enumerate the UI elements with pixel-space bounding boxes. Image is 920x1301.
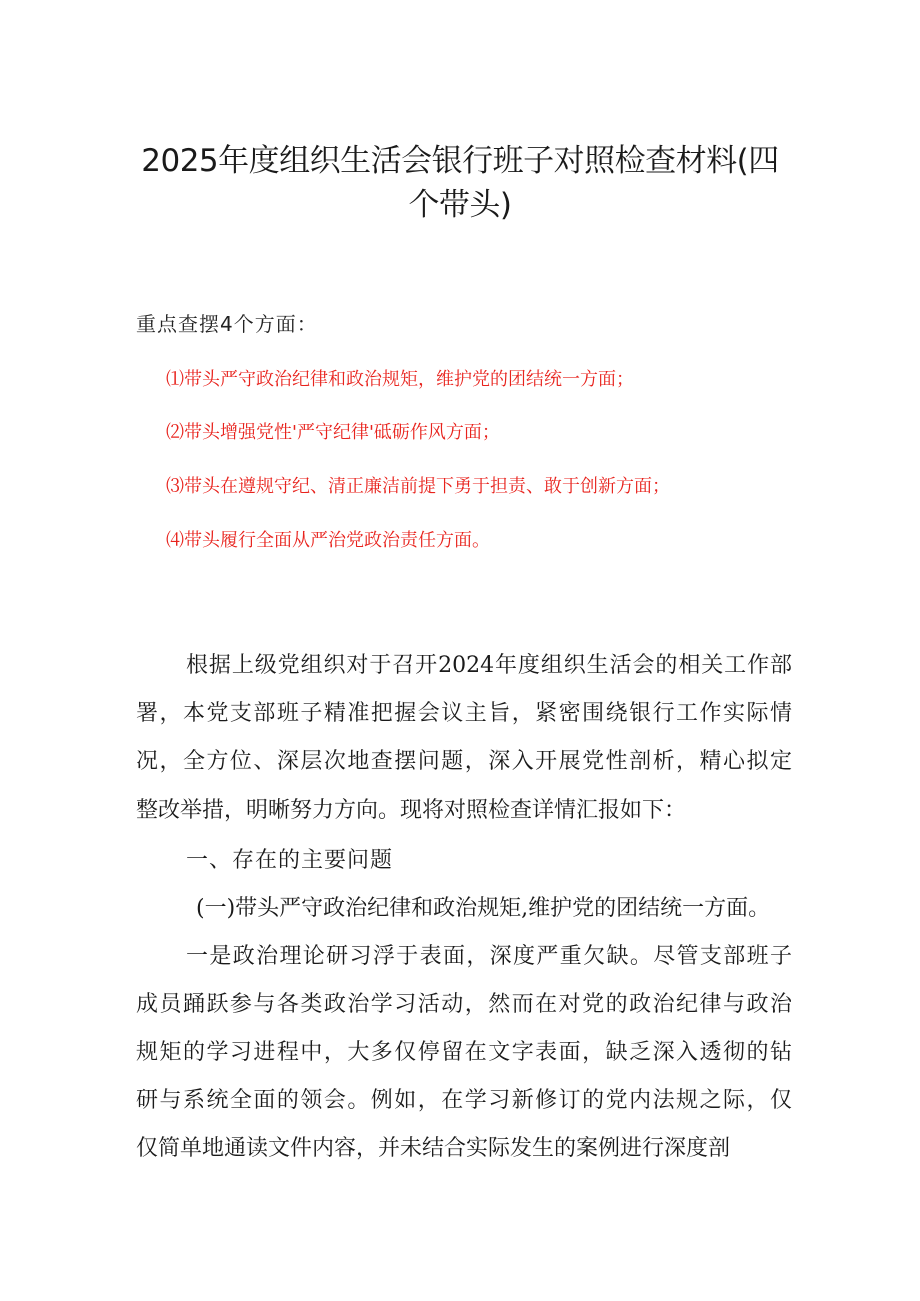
intro-line-2: 署，本党支部班子精准把握会议主旨，紧密围绕银行工作实际情	[136, 701, 792, 726]
focus-item-4: ⑷带头履行全面从严治党政治责任方面。	[166, 530, 490, 551]
section-line-4: 研与系统全面的领会。例如，在学习新修订的党内法规之际，仅	[136, 1088, 792, 1113]
section-line-3: 规矩的学习进程中，大多仅停留在文字表面，缺乏深入透彻的钻	[136, 1040, 792, 1065]
document-title-line-2: 个带头)	[408, 187, 512, 223]
focus-item-2: ⑵带头增强党性'严守纪律'砥砺作风方面；	[166, 422, 500, 443]
section-subheading: (一)带头严守政治纪律和政治规矩,维护党的团结统一方面。	[196, 896, 771, 921]
section-line-5: 仅简单地通读文件内容，并未结合实际发生的案例进行深度剖	[136, 1136, 731, 1161]
focus-item-1: ⑴带头严守政治纪律和政治规矩，维护党的团结统一方面；	[166, 369, 634, 390]
intro-line-3: 况，全方位、深层次地查摆问题，深入开展党性剖析，精心拟定	[136, 749, 792, 774]
section-line-1: 一是政治理论研习浮于表面，深度严重欠缺。尽管支部班子	[186, 944, 792, 969]
intro-line-4: 整改举措，明晰努力方向。现将对照检查详情汇报如下：	[136, 798, 687, 823]
focus-heading: 重点查摆4个方面：	[136, 312, 318, 336]
focus-item-3: ⑶带头在遵规守纪、清正廉洁前提下勇于担责、敢于创新方面；	[166, 476, 670, 497]
section-heading: 一、存在的主要问题	[186, 848, 394, 873]
intro-line-1: 根据上级党组织对于召开2024年度组织生活会的相关工作部	[186, 653, 792, 678]
document-title-line-1: 2025年度组织生活会银行班子对照检查材料(四	[141, 143, 779, 179]
section-line-2: 成员踊跃参与各类政治学习活动，然而在对党的政治纪律与政治	[136, 992, 792, 1017]
